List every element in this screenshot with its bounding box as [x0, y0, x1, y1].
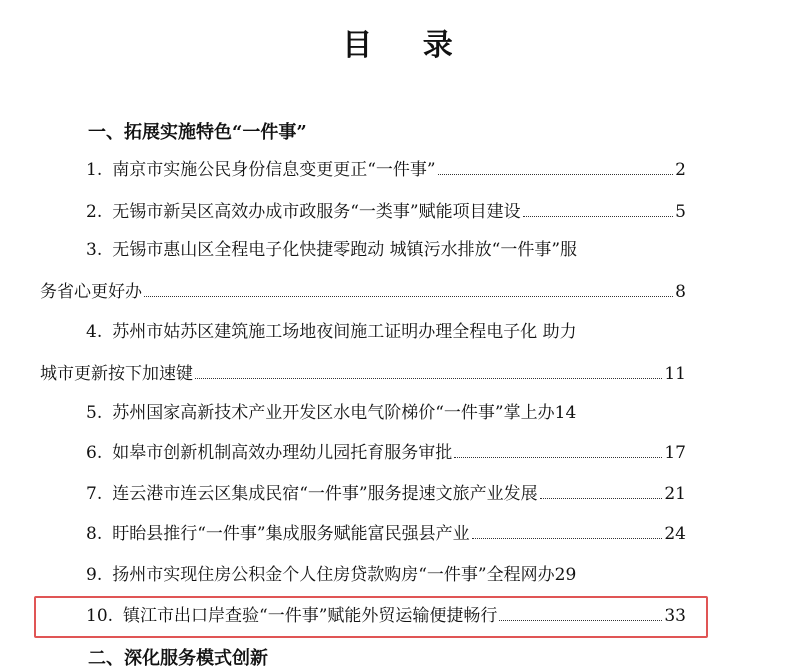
toc-entry-2[interactable]: [40, 200, 686, 224]
entry-number: 8.: [86, 524, 103, 544]
entry-page: 21: [664, 484, 686, 504]
dot-leader: [454, 457, 662, 458]
entry-title: 南京市实施公民身份信息变更更正“一件事”: [112, 160, 436, 180]
entry-page: 2: [675, 160, 686, 180]
entry-title: 扬州市实现住房公积金个人住房贷款购房“一件事”全程网办: [112, 565, 555, 585]
entry-number: 10.: [86, 606, 114, 626]
entry-page: 24: [664, 524, 686, 544]
toc-entry-3[interactable]: [40, 238, 686, 304]
entry-number: 3.: [86, 240, 103, 260]
dot-leader: [499, 620, 662, 621]
entry-number: 6.: [86, 443, 103, 463]
entry-page: 29: [554, 565, 577, 585]
entry-number: 7.: [86, 484, 103, 504]
toc-entry-1[interactable]: [40, 158, 686, 182]
section-heading-2: 二、深化服务模式创新: [88, 648, 268, 669]
toc-entry-8[interactable]: [40, 522, 686, 546]
entry-title: 盱眙县推行“一件事”集成服务赋能富民强县产业: [112, 524, 470, 544]
toc-entry-7[interactable]: [40, 482, 686, 506]
entry-number: 1.: [86, 160, 103, 180]
entry-page: 8: [675, 282, 686, 302]
dot-leader: [195, 378, 662, 379]
entry-title: 镇江市出口岸查验“一件事”赋能外贸运输便捷畅行: [123, 606, 498, 626]
dot-leader: [144, 296, 673, 297]
entry-title: 如皋市创新机制高效办理幼儿园托育服务审批: [112, 443, 453, 463]
dot-leader: [540, 498, 663, 499]
entry-page: 11: [664, 364, 686, 384]
entry-number: 5.: [86, 403, 103, 423]
toc-entry-6[interactable]: [40, 441, 686, 465]
section-heading-1: 一、拓展实施特色“一件事”: [88, 122, 307, 143]
entry-title: 连云港市连云区集成民宿“一件事”服务提速文旅产业发展: [112, 484, 538, 504]
entry-page: 5: [675, 202, 686, 222]
entry-number: 4.: [86, 322, 103, 342]
toc-entry-9[interactable]: [40, 563, 686, 587]
entry-title: 苏州市姑苏区建筑施工场地夜间施工证明办理全程电子化 助力: [112, 322, 577, 342]
entry-number: 9.: [86, 565, 103, 585]
entry-page: 17: [664, 443, 686, 463]
entry-page: 33: [664, 606, 686, 626]
entry-page: 14: [554, 403, 577, 423]
entry-title: 苏州国家高新技术产业开发区水电气阶梯价“一件事”掌上办: [112, 403, 555, 423]
page-title: 目 录: [342, 28, 473, 63]
toc-entry-10[interactable]: [40, 604, 686, 628]
dot-leader: [472, 538, 663, 539]
entry-title: 无锡市惠山区全程电子化快捷零跑动 城镇污水排放“一件事”服: [112, 240, 578, 260]
entry-title-continued: 务省心更好办: [40, 282, 142, 302]
dot-leader: [523, 216, 674, 217]
toc-entry-5[interactable]: [40, 401, 686, 425]
entry-title: 无锡市新吴区高效办成市政服务“一类事”赋能项目建设: [112, 202, 521, 222]
toc-entry-4[interactable]: [40, 320, 686, 386]
entry-number: 2.: [86, 202, 103, 222]
dot-leader: [438, 174, 674, 175]
entry-title-continued: 城市更新按下加速键: [40, 364, 193, 384]
